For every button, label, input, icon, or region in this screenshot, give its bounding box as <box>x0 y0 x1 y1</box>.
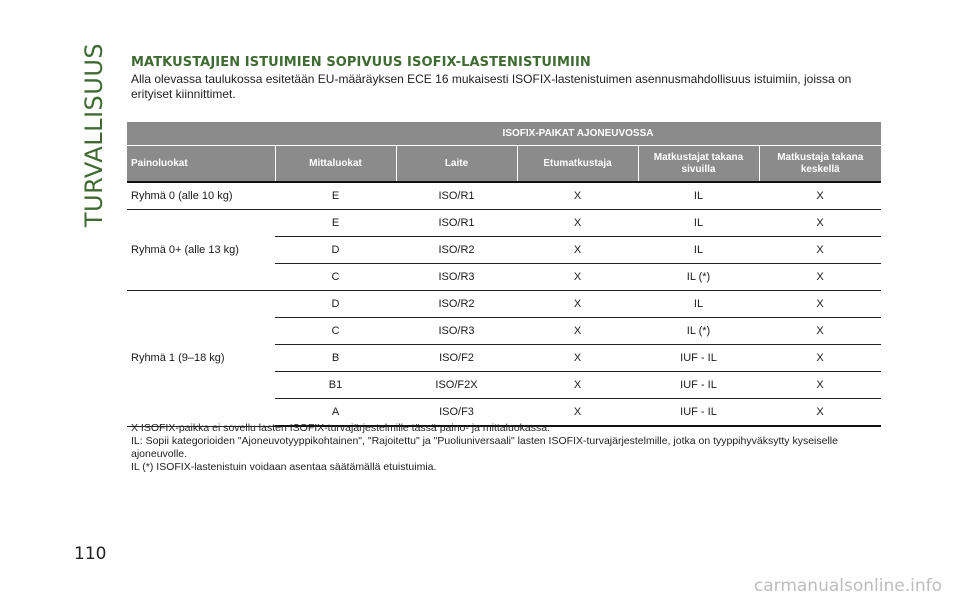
table-cell: X <box>759 372 881 399</box>
watermark-text: carmanualsonline.info <box>753 576 942 596</box>
table-cell: X <box>759 291 881 318</box>
table-cell: IUF - IL <box>638 345 759 372</box>
table-cell: X <box>759 210 881 237</box>
table-cell: E <box>275 182 396 210</box>
table-cell: X <box>759 399 881 427</box>
table-cell: C <box>275 264 396 291</box>
table-cell: IL (*) <box>638 264 759 291</box>
table-cell: X <box>517 345 638 372</box>
table-cell: C <box>275 318 396 345</box>
table-cell: ISO/F3 <box>396 399 517 427</box>
table-row <box>127 210 881 237</box>
table-cell: X <box>517 318 638 345</box>
column-header-rear-center: Matkustaja takana keskellä <box>759 146 881 183</box>
table-cell: IUF - IL <box>638 372 759 399</box>
weight-class-cell: Ryhmä 0 (alle 10 kg) <box>127 182 275 210</box>
intro-paragraph: Alla olevassa taulukossa esitetään EU-määräyksen ECE 16 mukaisesti ISOFIX-lastenistuimen asennusmahdollisuus istuimiin, joissa on erityiset kiinnittimet. <box>131 72 852 101</box>
table-cell: ISO/R3 <box>396 264 517 291</box>
table-cell: X <box>759 237 881 264</box>
isofix-compatibility-table <box>127 122 881 427</box>
table-cell: ISO/R3 <box>396 318 517 345</box>
table-cell: IL <box>638 182 759 210</box>
page-number: 110 <box>74 544 107 564</box>
header-spacer <box>127 122 275 146</box>
footnote-il: IL: Sopii kategorioiden "Ajoneuvotyyppikohtainen", "Rajoitettu" ja "Puoliuniversaali" lasten ISOFIX-turvajärjestelmille, jotka on tyyppihyväksytty kyseiselle ajoneuvolle. <box>131 435 838 460</box>
table-footnotes <box>131 422 891 474</box>
table-row <box>127 291 881 318</box>
column-header-weight-class: Painoluokat <box>127 146 275 183</box>
table-cell: X <box>517 372 638 399</box>
table-cell: IUF - IL <box>638 399 759 427</box>
table-cell: X <box>517 237 638 264</box>
table-row <box>127 182 881 210</box>
table-cell: ISO/R1 <box>396 210 517 237</box>
table-cell: X <box>517 399 638 427</box>
weight-class-cell: Ryhmä 0+ (alle 13 kg) <box>127 210 275 291</box>
table-cell: ISO/R2 <box>396 291 517 318</box>
table-cell: X <box>759 345 881 372</box>
table-cell: X <box>517 182 638 210</box>
footnote-x: X ISOFIX-paikka ei sovellu lasten ISOFIX-turvajärjestelmille tässä paino- ja mittaluokassa. <box>131 422 551 434</box>
table-cell: ISO/F2 <box>396 345 517 372</box>
table-cell: B1 <box>275 372 396 399</box>
table-cell: A <box>275 399 396 427</box>
table-cell: ISO/F2X <box>396 372 517 399</box>
weight-class-cell: Ryhmä 1 (9–18 kg) <box>127 291 275 427</box>
table-cell: ISO/R1 <box>396 182 517 210</box>
table-cell: X <box>517 264 638 291</box>
table-cell: IL <box>638 210 759 237</box>
section-side-label-text: TURVALLISUUS <box>80 42 108 228</box>
table-cell: X <box>759 318 881 345</box>
column-header-rear-outboard: Matkustajat takana sivuilla <box>638 146 759 183</box>
footnote-il-star: IL (*) ISOFIX-lastenistuin voidaan asentaa säätämällä etuistuimia. <box>131 461 437 473</box>
table-cell: E <box>275 210 396 237</box>
table-cell: X <box>517 210 638 237</box>
table-cell: IL (*) <box>638 318 759 345</box>
column-header-size-class: Mittaluokat <box>275 146 396 183</box>
table-cell: ISO/R2 <box>396 237 517 264</box>
table-cell: IL <box>638 291 759 318</box>
section-heading: MATKUSTAJIEN ISTUIMIEN SOPIVUUS ISOFIX-LASTENISTUIMIIN <box>131 55 591 70</box>
column-header-fixture: Laite <box>396 146 517 183</box>
table-cell: X <box>759 264 881 291</box>
table-cell: D <box>275 291 396 318</box>
table-cell: X <box>517 291 638 318</box>
table-cell: X <box>759 182 881 210</box>
table-cell: IL <box>638 237 759 264</box>
table-cell: B <box>275 345 396 372</box>
table-group-header: ISOFIX-PAIKAT AJONEUVOSSA <box>275 122 881 146</box>
table-cell: D <box>275 237 396 264</box>
column-header-front-passenger: Etumatkustaja <box>517 146 638 183</box>
section-side-label <box>74 42 114 228</box>
